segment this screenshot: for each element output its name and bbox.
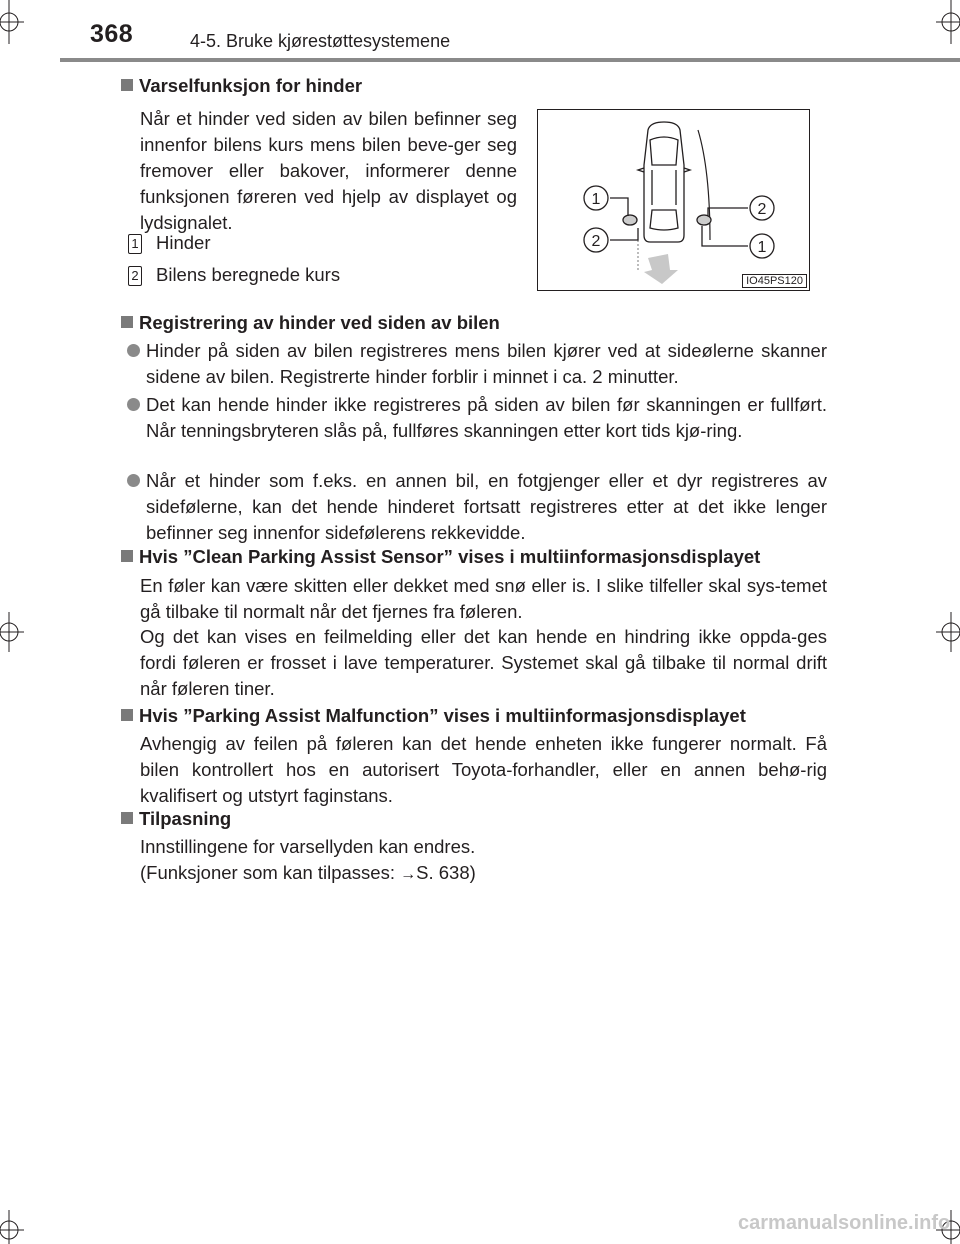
callout-1-icon: 1	[128, 234, 142, 254]
legend-item-obstacle: 1 Hinder	[128, 232, 211, 254]
car-sensor-figure	[537, 109, 810, 291]
malfunction-paragraph: Avhengig av feilen på føleren kan det hende enheten ikke fungerer normalt. Få bilen kontrollert hos en autorisert Toyota-forhandler, eller en annen behø-rig kvalifisert og utstyrt faginstans.	[140, 733, 827, 806]
square-bullet-icon	[121, 79, 133, 91]
square-bullet-icon	[121, 316, 133, 328]
figure-code: IO45PS120	[742, 274, 807, 288]
registration-bullet-2: Det kan hende hinder ikke registreres på siden av bilen før skanningen er fullført. Når tenningsbryteren slås på, fullføres skanningen etter kort tids kjø-ring.	[127, 392, 827, 444]
square-bullet-icon	[121, 709, 133, 721]
figure-callout-1b: 1	[757, 239, 767, 256]
section-heading-warning: Varselfunksjon for hinder	[121, 75, 362, 97]
figure-callout-2: 2	[591, 233, 601, 250]
square-bullet-icon	[121, 550, 133, 562]
bullet-dot-icon	[127, 398, 140, 411]
callout-2-icon: 2	[128, 266, 142, 286]
page-header	[0, 0, 960, 64]
warning-description: Når et hinder ved siden av bilen befinner seg innenfor bilens kurs mens bilen beve-ger seg fremover eller bakover, informerer denne funksjonen føreren ved hjelp av displayet og lydsignalet.	[140, 108, 517, 233]
section-heading-registration: Registrering av hinder ved siden av bilen	[121, 312, 500, 334]
registration-bullet-1: Hinder på siden av bilen registreres mens bilen kjører ved at sideølerne skanner sidene av bilen. Registrerte hinder forblir i minnet i ca. 2 minutter.	[127, 338, 827, 390]
clean-sensor-paragraph-2: Og det kan vises en feilmelding eller det kan hende en hindring ikke oppda-ges fordi føleren er frosset i lave temperaturer. Systemet skal gå tilbake til normal drift når føleren tiner.	[140, 626, 827, 699]
legend-item-course: 2 Bilens beregnede kurs	[128, 264, 340, 286]
section-heading-customize: Tilpasning	[121, 808, 231, 830]
figure-callout-1: 1	[591, 191, 601, 208]
car-diagram	[538, 110, 809, 290]
bullet-dot-icon	[127, 474, 140, 487]
page-number: 368	[90, 20, 134, 48]
customize-line-1: Innstillingene for varsellyden kan endres.	[140, 836, 476, 857]
watermark: carmanualsonline.info	[738, 1212, 951, 1234]
square-bullet-icon	[121, 812, 133, 824]
bullet-dot-icon	[127, 344, 140, 357]
section-heading-malfunction: Hvis ”Parking Assist Malfunction” vises i multiinformasjonsdisplayet	[121, 705, 746, 727]
arrow-right-icon: →	[400, 866, 417, 883]
customize-line-2: (Funksjoner som kan tilpasses: →S. 638)	[140, 862, 476, 883]
chapter-title: 4-5. Bruke kjørestøttesystemene	[190, 31, 451, 51]
figure-callout-2b: 2	[757, 201, 767, 218]
section-heading-clean-sensor: Hvis ”Clean Parking Assist Sensor” vises i multiinformasjonsdisplayet	[121, 546, 760, 568]
clean-sensor-paragraph-1: En føler kan være skitten eller dekket med snø eller is. I slike tilfeller skal sys-temet gå tilbake til normalt når det fjernes fra føleren.	[140, 575, 827, 622]
registration-bullet-3: Når et hinder som f.eks. en annen bil, en fotgjenger eller et dyr registreres av sidefølerne, kan det hende hinderet fortsatt registreres etter at det ikke lenger befinner seg innenfor sidefølerens rekkevidde.	[127, 468, 827, 546]
header-rule	[60, 58, 960, 62]
page-reference-link[interactable]: S. 638)	[416, 862, 476, 883]
